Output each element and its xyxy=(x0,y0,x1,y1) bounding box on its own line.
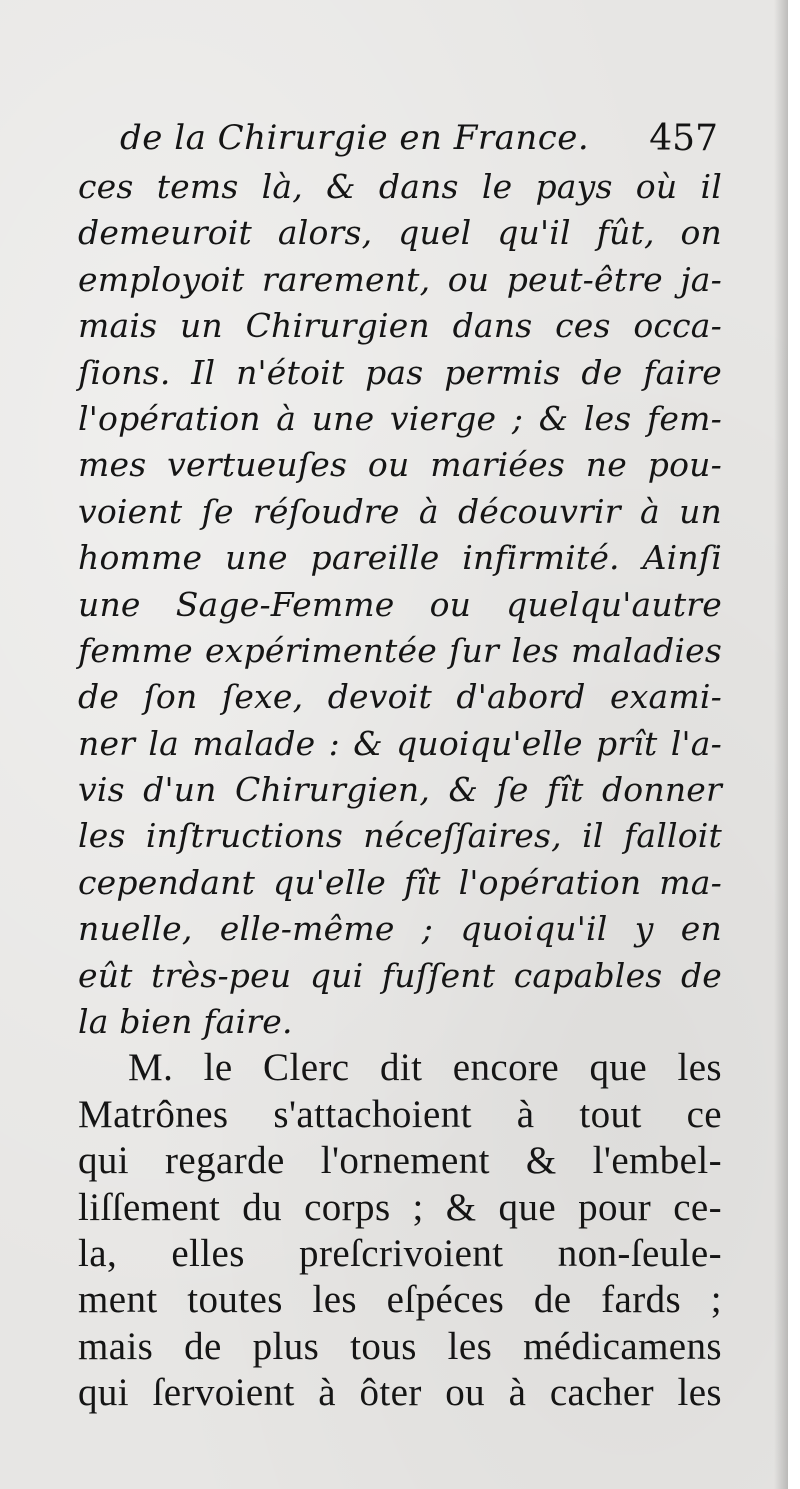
text-line: M. le Clerc dit encore que les xyxy=(128,1046,722,1090)
text-line: ſions. Il n'étoit pas permis de faire xyxy=(78,352,722,392)
text-line: de ſon ſexe, devoit d'abord exami- xyxy=(78,677,722,717)
text-line: eût très-peu qui fuſſent capables de xyxy=(78,955,722,995)
text-line: mes vertueuſes ou mariées ne pou- xyxy=(78,445,722,485)
text-line: vis d'un Chirurgien, & ſe fît donner xyxy=(78,770,722,810)
text-line: l'opération à une vierge ; & les fem- xyxy=(78,398,722,438)
text-line: liſſement du corps ; & que pour ce- xyxy=(78,1185,722,1229)
text-line: femme expérimentée ſur les maladies xyxy=(78,630,722,670)
text-line: Matrônes s'attachoient à tout ce xyxy=(78,1092,722,1136)
text-line: qui ſervoient à ôter ou à cacher les xyxy=(78,1371,722,1415)
text-line: ment toutes les eſpéces de fards ; xyxy=(78,1278,722,1322)
text-line: employoit rarement, ou peut-être ja- xyxy=(78,259,722,299)
text-line: cependant qu'elle fît l'opération ma- xyxy=(78,862,722,902)
text-line: une Sage-Femme ou quelqu'autre xyxy=(78,584,722,624)
italic-paragraph xyxy=(78,164,722,1045)
text-line: mais un Chirurgien dans ces occa- xyxy=(78,306,722,346)
body-text xyxy=(78,164,722,1417)
text-line: ces tems là, & dans le pays où il xyxy=(78,167,722,206)
page-number: 457 xyxy=(649,118,718,159)
text-line: nuelle, elle-même ; quoiqu'il y en xyxy=(78,909,722,949)
running-title: de la Chirurgie en France. xyxy=(120,118,590,158)
text-line: les inſtructions néceſſaires, il falloit xyxy=(78,816,722,856)
text-line: qui regarde l'ornement & l'embel- xyxy=(78,1139,722,1183)
text-line: la bien faire. xyxy=(78,1002,293,1042)
text-line: mais de plus tous les médicamens xyxy=(78,1324,722,1368)
roman-paragraph xyxy=(78,1045,722,1416)
text-line: voient ſe réſoudre à découvrir à un xyxy=(78,491,722,531)
text-line: ner la malade : & quoiqu'elle prît l'a- xyxy=(78,723,722,763)
text-line: la, elles preſcrivoient non-ſeule- xyxy=(78,1231,722,1275)
page-edge-shadow xyxy=(774,0,788,1489)
text-line: homme une pareille infirmité. Ainſi xyxy=(78,538,722,578)
text-line: demeuroit alors, quel qu'il fût, on xyxy=(78,213,722,253)
